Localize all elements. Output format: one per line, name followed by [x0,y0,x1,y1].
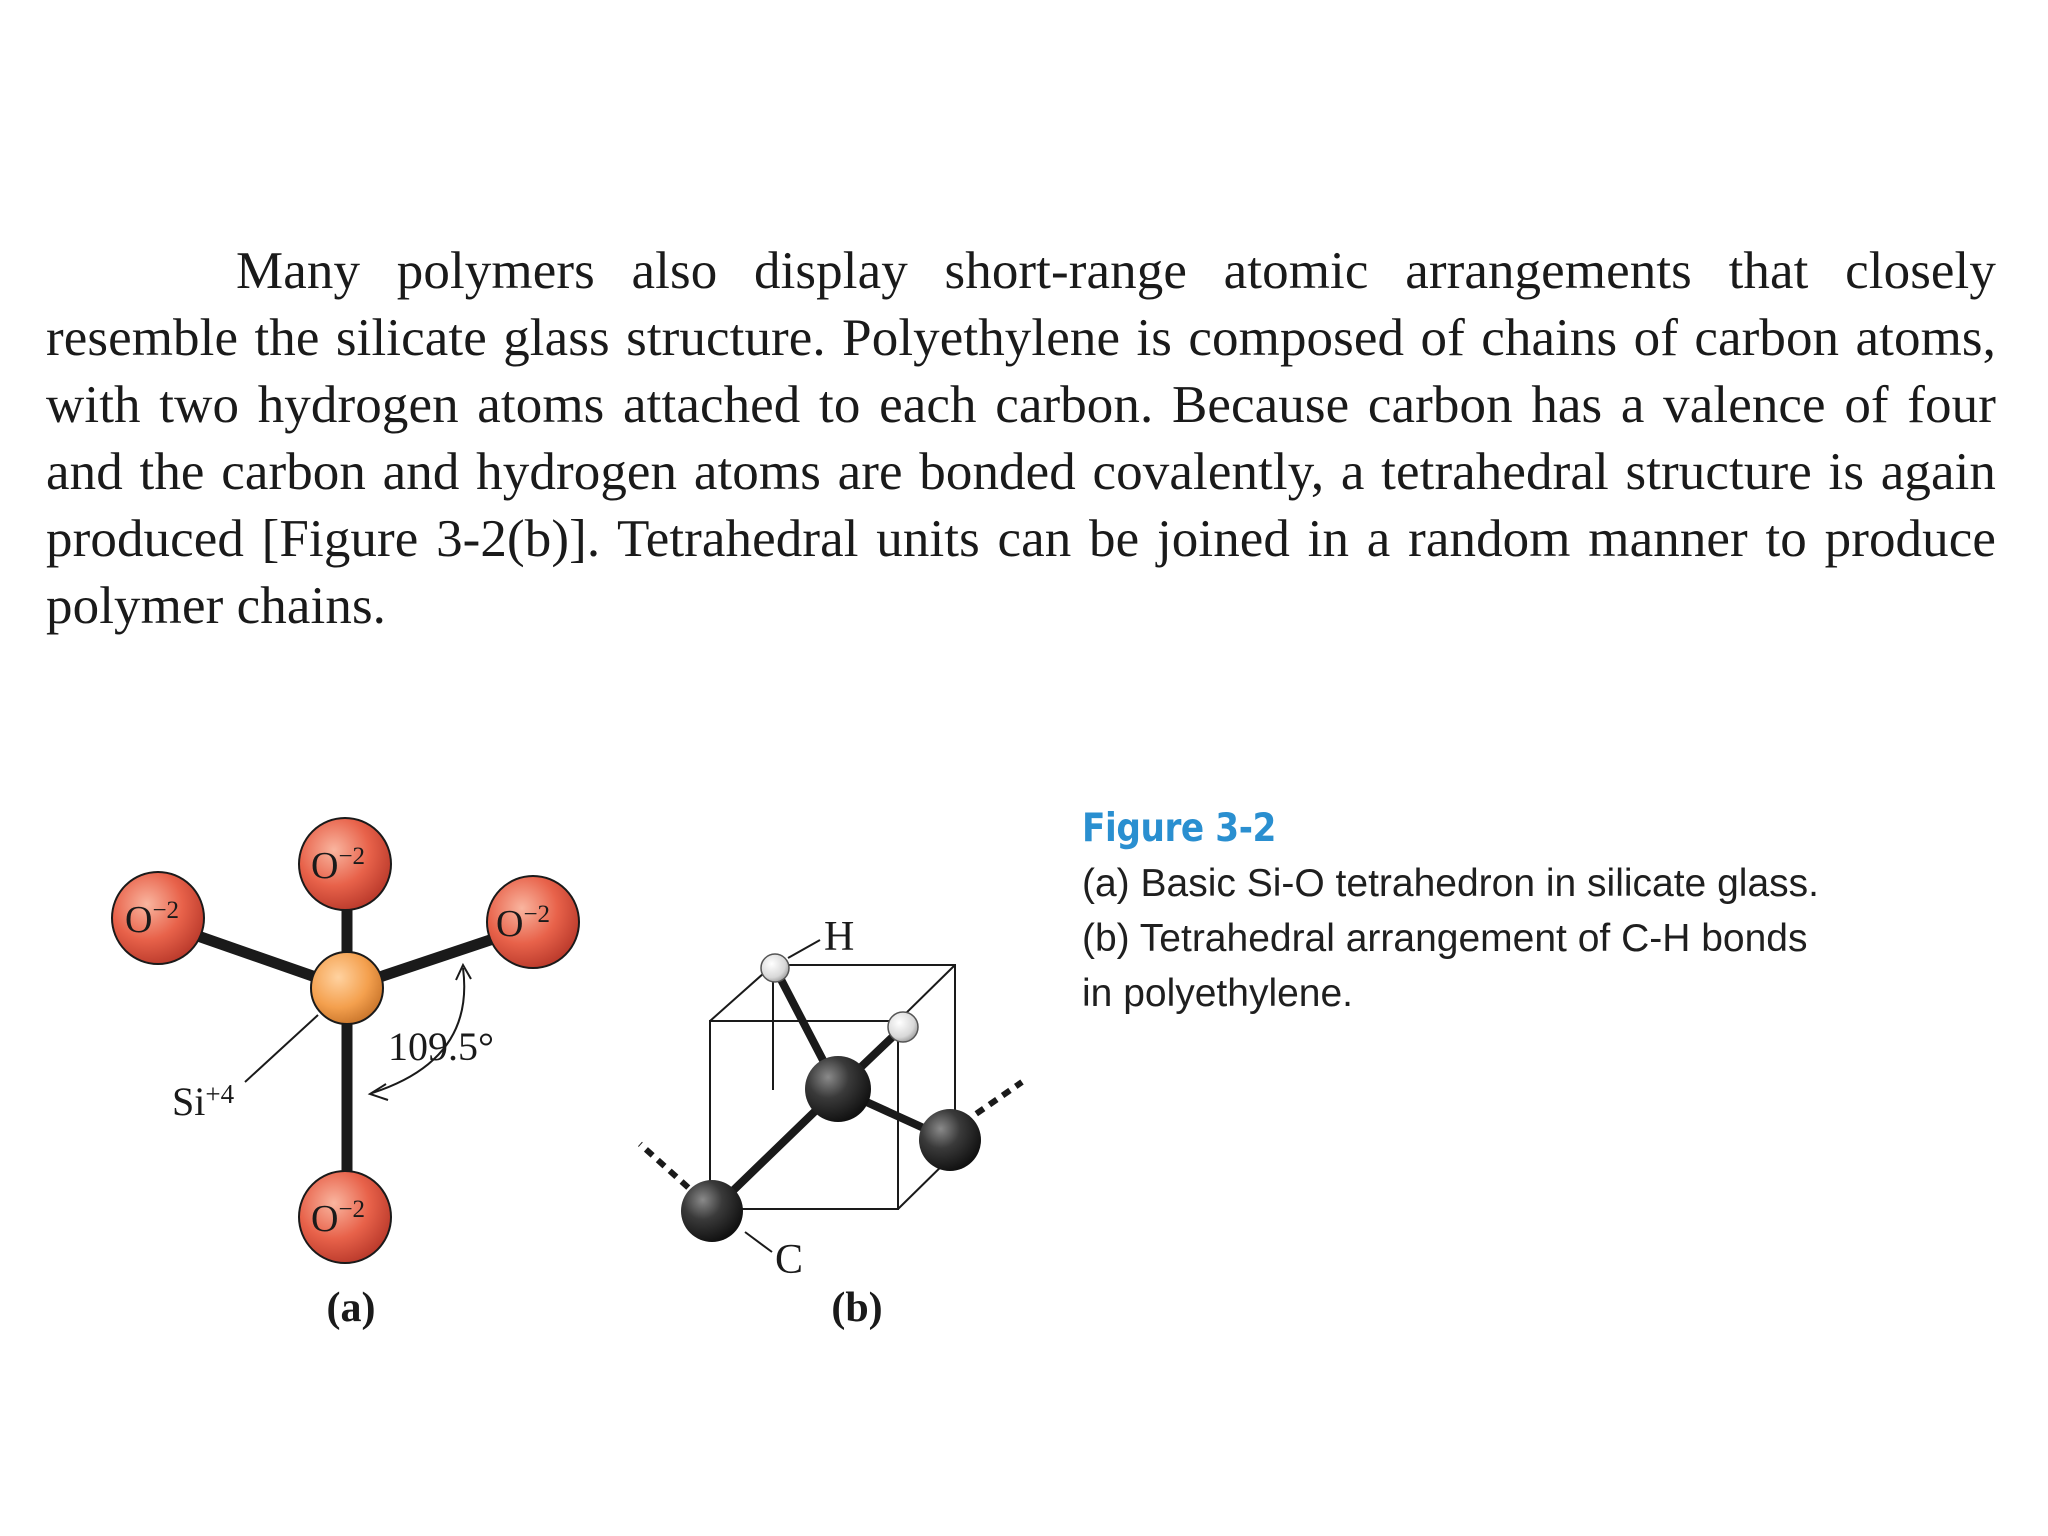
angle-label: 109.5° [388,1024,494,1069]
hydrogen-atom-right [888,1012,918,1042]
panel-b-ch-tetrahedron [640,914,1022,1331]
hydrogen-leader-line [788,940,820,958]
caption-title: Figure 3-2 [1082,806,1276,851]
figure-3-2 [0,760,1060,1380]
oxygen-label-bottom: $O^{-2}$ [311,1196,366,1240]
silicon-atom [311,952,383,1024]
hydrogen-label: H [824,914,855,960]
panel-a-label: (a) [326,1285,376,1331]
oxygen-label-top: $O^{-2}$ [311,843,366,887]
caption-line-3: in polyethylene. [1082,972,1354,1015]
hydrogen-atom-top [761,954,789,982]
oxygen-label-left: $O^{-2}$ [125,897,180,941]
silicon-label: $Si^{+4}$ [172,1079,235,1124]
caption-line-1: (a) Basic Si-O tetrahedron in silicate glass. [1082,862,1819,905]
carbon-atom-center [805,1056,871,1122]
carbon-atom-left [681,1180,743,1242]
carbon-label: C [775,1237,804,1283]
body-paragraph: Many polymers also display short-range atomic arrangements that closely resemble the silicate glass structure. Polyethylene is composed of chains of carbon atoms, with two hydrogen atoms attached to each carbon. Because carbon has a valence of four and the carbon and hydrogen atoms are bonded covalently, a tetrahedral structure is again produced [Figure 3-2(b)]. Tetrahedral units can be joined in a random manner to produce polymer chains. [46,242,1996,635]
panel-a-si-o-tetrahedron [112,818,579,1331]
caption-line-2: (b) Tetrahedral arrangement of C-H bonds [1082,917,1808,960]
oxygen-label-right: $O^{-2}$ [496,901,551,945]
carbon-atom-right [919,1109,981,1171]
panel-b-label: (b) [831,1285,883,1331]
figure-caption [1082,802,1982,1021]
angle-arrowhead-bottom [370,1084,388,1100]
silicon-leader-line [245,1015,318,1082]
carbon-leader-line [745,1232,772,1252]
